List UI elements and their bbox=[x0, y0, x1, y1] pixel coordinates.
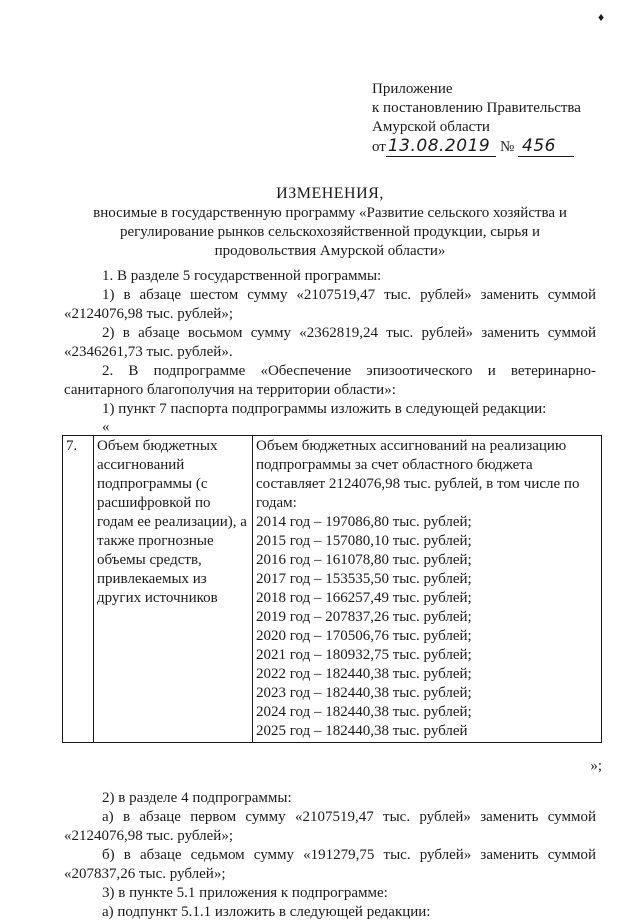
paragraph-item-a: а) в абзаце первом сумму «2107519,47 тыс. рублей» заменить суммой «2124076,98 тыс. рублей»; bbox=[64, 809, 596, 844]
number-prefix: № bbox=[499, 139, 515, 155]
quote-open: « bbox=[102, 419, 110, 435]
paragraph-subprogram: 2. В подпрограмме «Обеспечение эпизоотического и ветеринарно-санитарного благополучия на территории области»: bbox=[64, 363, 596, 398]
appendix-block bbox=[372, 80, 612, 157]
funding-intro: Объем бюджетных ассигнований на реализацию подпрограммы за счет областного бюджета составляет 2124076,98 тыс. рублей, в том числе по годам: bbox=[256, 438, 580, 511]
date-prefix: от bbox=[372, 139, 386, 155]
row-number: 7. bbox=[63, 436, 94, 743]
appendix-title: Приложение bbox=[372, 81, 453, 97]
year-line: 2025 год – 182440,38 тыс. рублей bbox=[256, 723, 468, 739]
year-line: 2021 год – 180932,75 тыс. рублей; bbox=[256, 647, 472, 663]
year-line: 2020 год – 170506,76 тыс. рублей; bbox=[256, 628, 472, 644]
heading-line-1: вносимые в государственную программу «Развитие сельского хозяйства и bbox=[93, 205, 567, 221]
year-line: 2014 год – 197086,80 тыс. рублей; bbox=[256, 514, 472, 530]
year-line: 2018 год – 166257,49 тыс. рублей; bbox=[256, 590, 472, 606]
paragraph-item-1: 1) в абзаце шестом сумму «2107519,47 тыс. рублей» заменить суммой «2124076,98 тыс. рублей»; bbox=[64, 287, 596, 322]
document-title: ИЗМЕНЕНИЯ, bbox=[276, 185, 384, 202]
year-line: 2023 год – 182440,38 тыс. рублей; bbox=[256, 685, 472, 701]
year-line: 2019 год – 207837,26 тыс. рублей; bbox=[256, 609, 472, 625]
paragraph-section-5: 1. В разделе 5 государственной программы: bbox=[102, 268, 382, 284]
quote-close: »; bbox=[590, 758, 602, 774]
appendix-date-number bbox=[372, 137, 612, 157]
heading-line-2: регулирование рынков сельскохозяйственной продукции, сырья и bbox=[119, 224, 541, 240]
year-line: 2022 год – 182440,38 тыс. рублей; bbox=[256, 666, 472, 682]
paragraph-point-5-1: 3) в пункте 5.1 приложения к подпрограмме: bbox=[102, 885, 388, 901]
corner-mark: ♦ bbox=[598, 10, 605, 24]
resolution-number: 456 bbox=[518, 136, 574, 157]
passport-table bbox=[62, 435, 602, 743]
paragraph-passport: 1) пункт 7 паспорта подпрограммы изложить в следующей редакции: bbox=[102, 401, 547, 417]
year-line: 2024 год – 182440,38 тыс. рублей; bbox=[256, 704, 472, 720]
paragraph-section-4: 2) в разделе 4 подпрограммы: bbox=[102, 790, 292, 806]
year-line: 2015 год – 157080,10 тыс. рублей; bbox=[256, 533, 472, 549]
year-line: 2017 год – 153535,50 тыс. рублей; bbox=[256, 571, 472, 587]
appendix-region: Амурской области bbox=[372, 119, 490, 135]
paragraph-subpoint: а) подпункт 5.1.1 изложить в следующей редакции: bbox=[102, 904, 431, 920]
resolution-date: 13.08.2019 bbox=[386, 136, 496, 157]
year-line: 2016 год – 161078,80 тыс. рублей; bbox=[256, 552, 472, 568]
paragraph-item-b: б) в абзаце седьмом сумму «191279,75 тыс. рублей» заменить суммой «207837,26 тыс. рублей»; bbox=[64, 847, 596, 882]
heading-line-3: продовольствия Амурской области» bbox=[214, 243, 446, 259]
document-heading bbox=[60, 184, 600, 261]
row-content bbox=[253, 436, 602, 743]
document-body bbox=[64, 267, 602, 922]
appendix-resolution: к постановлению Правительства bbox=[372, 100, 581, 116]
paragraph-item-2: 2) в абзаце восьмом сумму «2362819,24 тыс. рублей» заменить суммой «2346261,73 тыс. рублей». bbox=[64, 325, 596, 360]
table-row bbox=[63, 436, 602, 743]
row-label: Объем бюджетных ассигнований подпрограммы (с расшифровкой по годам ее реализации), а также прогнозные объемы средств, привлекаемых из других источников bbox=[94, 436, 253, 743]
